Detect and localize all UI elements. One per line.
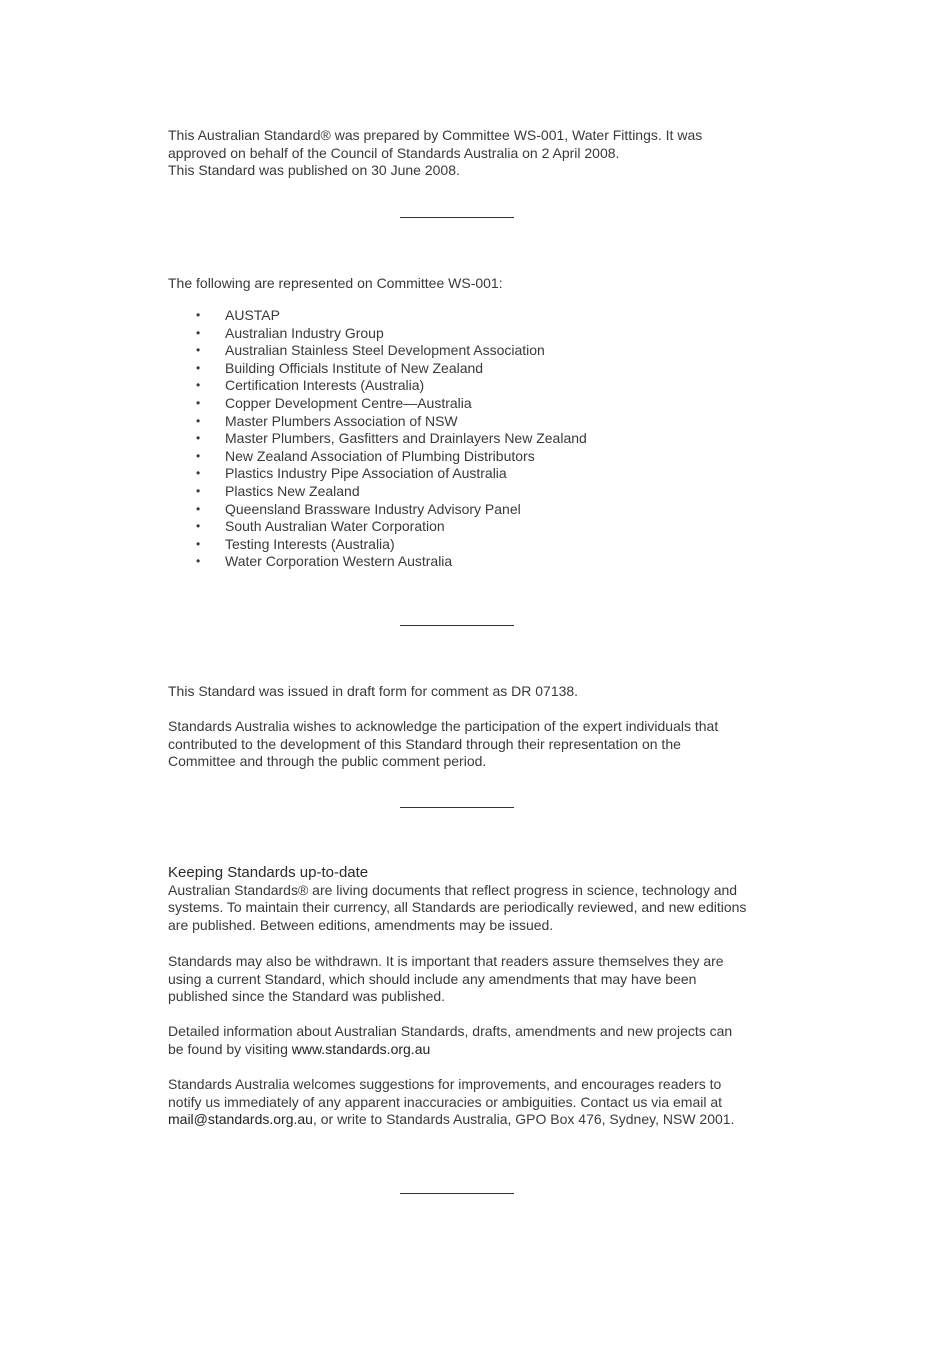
member-name: New Zealand Association of Plumbing Distributors xyxy=(225,447,535,464)
email-link[interactable]: mail@standards.org.au xyxy=(168,1111,313,1127)
member-name: Certification Interests (Australia) xyxy=(225,377,425,394)
section-divider xyxy=(400,807,514,808)
ack-line-1: Standards Australia wishes to acknowledge the participation of the expert individuals that xyxy=(168,718,719,734)
bullet-icon: • xyxy=(196,501,201,516)
p1-line-1: Australian Standards® are living documents that reflect progress in science, technology and xyxy=(168,881,738,898)
keeping-standards-section xyxy=(168,864,768,934)
bullet-icon: • xyxy=(196,360,201,375)
list-item xyxy=(168,430,587,448)
information-paragraph xyxy=(168,1023,768,1058)
committee-member-list xyxy=(168,307,587,571)
member-name: AUSTAP xyxy=(225,307,280,323)
bullet-icon: • xyxy=(196,378,201,393)
p3-line-2-prefix: be found by visiting xyxy=(168,1040,292,1057)
list-item xyxy=(168,307,587,325)
p2-line-1: Standards may also be withdrawn. It is important that readers assure themselves they are xyxy=(168,953,724,969)
bullet-icon: • xyxy=(196,431,201,446)
contact-paragraph xyxy=(168,1076,768,1129)
list-item xyxy=(168,465,587,483)
committee-intro-text: The following are represented on Committee WS-001: xyxy=(168,275,503,291)
list-item xyxy=(168,360,587,378)
bullet-icon: • xyxy=(196,466,201,481)
intro-line-2: approved on behalf of the Council of Standards Australia on 2 April 2008. xyxy=(168,144,620,161)
p3-line-1: Detailed information about Australian Standards, drafts, amendments and new projects can xyxy=(168,1023,733,1039)
ack-line-2: contributed to the development of this Standard through their representation on the xyxy=(168,735,681,752)
bullet-icon: • xyxy=(196,536,201,551)
section-divider xyxy=(400,217,514,218)
list-item xyxy=(168,325,587,343)
member-name: Water Corporation Western Australia xyxy=(225,553,453,570)
list-item xyxy=(168,377,587,395)
bullet-icon: • xyxy=(196,413,201,428)
draft-notice xyxy=(168,683,768,701)
p1-line-2: systems. To maintain their currency, all Standards are periodically reviewed, and new editions xyxy=(168,899,747,915)
p4-line-2: notify us immediately of any apparent inaccuracies or ambiguities. Contact us via email at xyxy=(168,1093,723,1110)
member-name: Testing Interests (Australia) xyxy=(225,535,395,552)
list-item xyxy=(168,501,587,519)
bullet-icon: • xyxy=(196,325,201,340)
p3-line-2 xyxy=(168,1041,768,1059)
section-divider xyxy=(400,625,514,626)
member-name: Master Plumbers Association of NSW xyxy=(225,412,458,429)
bullet-icon: • xyxy=(196,448,201,463)
website-link[interactable]: www.standards.org.au xyxy=(291,1040,431,1057)
bullet-icon: • xyxy=(196,343,201,358)
list-item xyxy=(168,413,587,431)
p1-line-3: are published. Between editions, amendments may be issued. xyxy=(168,916,554,933)
intro-line-1: This Australian Standard® was prepared by Committee WS-001, Water Fittings. It was xyxy=(168,127,703,143)
bullet-icon: • xyxy=(196,483,201,498)
acknowledgement-paragraph xyxy=(168,718,768,771)
draft-text: This Standard was issued in draft form for comment as DR 07138. xyxy=(168,683,579,699)
member-name: Australian Stainless Steel Development Association xyxy=(225,342,545,359)
member-name: Plastics Industry Pipe Association of Australia xyxy=(225,465,507,482)
list-item xyxy=(168,536,587,554)
list-item xyxy=(168,483,587,501)
bullet-icon: • xyxy=(196,519,201,534)
p4-line-3-suffix: , or write to Standards Australia, GPO Box 476, Sydney, NSW 2001. xyxy=(312,1111,735,1127)
member-name: Master Plumbers, Gasfitters and Drainlayers New Zealand xyxy=(225,430,587,447)
bullet-icon: • xyxy=(196,308,201,322)
list-item xyxy=(168,448,587,466)
section-divider xyxy=(400,1193,514,1194)
p4-line-1: Standards Australia welcomes suggestions for improvements, and encourages readers to xyxy=(168,1076,722,1092)
intro-paragraph xyxy=(168,127,768,180)
bullet-icon: • xyxy=(196,395,201,410)
section-heading: Keeping Standards up-to-date xyxy=(168,864,369,881)
withdrawal-paragraph xyxy=(168,953,768,1006)
member-name: Queensland Brassware Industry Advisory Panel xyxy=(225,500,521,517)
committee-intro xyxy=(168,275,768,293)
member-name: Plastics New Zealand xyxy=(225,482,360,499)
ack-line-3: Committee and through the public comment period. xyxy=(168,753,487,769)
list-item xyxy=(168,553,587,571)
p2-line-2: using a current Standard, which should include any amendments that may have been xyxy=(168,970,697,987)
bullet-icon: • xyxy=(196,554,201,569)
p4-line-3 xyxy=(168,1111,768,1129)
list-item xyxy=(168,342,587,360)
member-name: Building Officials Institute of New Zealand xyxy=(225,359,484,376)
list-item xyxy=(168,518,587,536)
p2-line-3: published since the Standard was published. xyxy=(168,988,446,1004)
member-name: Copper Development Centre—Australia xyxy=(225,394,472,411)
member-name: South Australian Water Corporation xyxy=(225,518,445,535)
list-item xyxy=(168,395,587,413)
intro-line-3: This Standard was published on 30 June 2008. xyxy=(168,162,460,178)
member-name: Australian Industry Group xyxy=(225,324,384,341)
